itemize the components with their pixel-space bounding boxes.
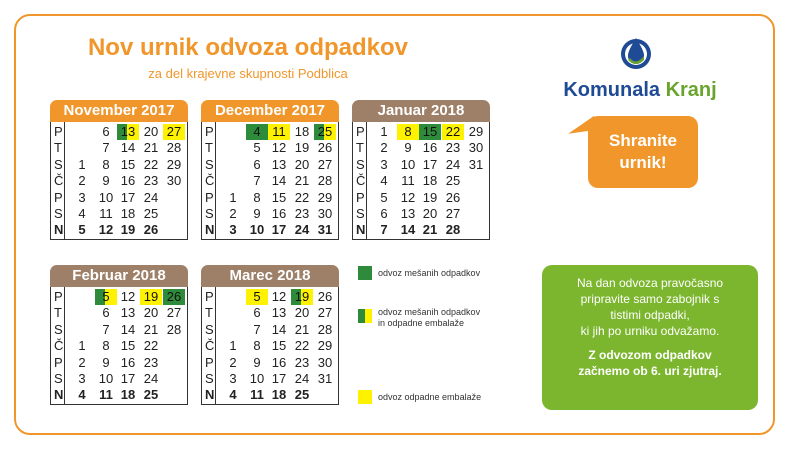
calendar-day: 13 [271, 156, 287, 172]
weekday-label: P [356, 124, 365, 139]
calendar-day: 22 [442, 124, 464, 140]
notice-bold-1: Z odvozom odpadkov [588, 348, 712, 362]
calendar-day: 15 [120, 156, 136, 172]
calendar-week-row [51, 190, 187, 206]
calendar-day: 16 [271, 354, 287, 370]
calendar-day: 27 [317, 156, 333, 172]
calendar-day: 3 [78, 189, 86, 205]
calendar-day: 6 [102, 305, 110, 321]
calendar-day: 22 [143, 338, 159, 354]
calendar-title: November 2017 [50, 100, 188, 122]
calendar-day: 29 [468, 124, 484, 139]
calendar-day: 21 [143, 321, 159, 337]
calendar-day: 4 [229, 387, 237, 403]
calendar-day: 26 [163, 289, 185, 305]
calendar-day: 6 [253, 156, 261, 172]
calendar-day: 22 [143, 156, 159, 172]
calendar-day: 9 [102, 354, 110, 370]
calendar-day: 18 [422, 173, 438, 189]
calendar-day: 24 [143, 371, 159, 386]
calendar-marec-2018 [201, 265, 339, 405]
calendar-day: 9 [253, 206, 261, 221]
weekday-label: T [205, 305, 213, 321]
calendar-title: Januar 2018 [352, 100, 490, 122]
calendar-day: 4 [380, 173, 388, 189]
calendar-december-2017 [201, 100, 339, 240]
weekday-label: N [205, 387, 215, 403]
calendar-day: 15 [271, 189, 287, 205]
weekday-label: S [54, 321, 63, 337]
legend-swatch-packaging [358, 390, 372, 404]
calendar-day: 13 [120, 305, 136, 321]
legend-label-mixed-packaging-2: in odpadne embalaže [378, 318, 465, 328]
calendar-grid [201, 287, 339, 405]
calendar-day: 8 [397, 124, 419, 140]
calendar-day: 7 [253, 173, 261, 189]
weekday-label: S [54, 156, 63, 172]
weekday-label: S [54, 371, 63, 386]
calendar-day: 19 [422, 189, 438, 205]
calendar-day: 17 [271, 371, 287, 386]
calendar-day: 20 [294, 156, 310, 172]
calendar-week-row [202, 338, 338, 354]
weekday-label: Č [356, 173, 366, 189]
calendar-day: 25 [445, 173, 461, 189]
calendar-day: 2 [380, 140, 388, 156]
calendar-week-row [353, 190, 489, 206]
calendar-day: 21 [143, 140, 159, 156]
calendar-day: 5 [253, 140, 261, 156]
calendar-day: 17 [271, 222, 287, 238]
calendar-day: 15 [419, 124, 441, 140]
weekday-label: P [205, 189, 214, 205]
calendar-week-row [353, 173, 489, 189]
calendar-day: 14 [120, 140, 136, 156]
calendar-day: 23 [294, 206, 310, 221]
calendar-day: 2 [229, 206, 237, 221]
calendar-week-row [51, 206, 187, 222]
calendar-week-row [202, 190, 338, 206]
weekday-label: N [54, 387, 64, 403]
calendar-day: 30 [317, 206, 333, 221]
calendar-day: 24 [294, 371, 310, 386]
weekday-label: Č [54, 338, 64, 354]
calendar-day: 27 [163, 124, 185, 140]
calendar-day: 8 [253, 189, 261, 205]
calendar-grid [50, 287, 188, 405]
weekday-label: Č [205, 173, 215, 189]
calendar-day: 3 [229, 222, 237, 238]
calendar-day: 16 [271, 206, 287, 221]
calendar-day: 17 [120, 189, 136, 205]
calendar-day: 14 [271, 321, 287, 337]
calendar-day: 29 [166, 156, 182, 172]
calendar-day: 4 [78, 206, 86, 221]
notice-line-4: ki jih po urniku odvažamo. [580, 324, 720, 338]
calendar-week-row [202, 157, 338, 173]
weekday-label: P [205, 354, 214, 370]
calendar-day: 25 [294, 387, 310, 403]
notice-line-1: Na dan odvoza pravočasno [576, 276, 724, 290]
calendar-day: 27 [317, 305, 333, 321]
calendar-day: 4 [78, 387, 86, 403]
calendar-day: 13 [400, 206, 416, 221]
weekday-label: P [356, 189, 365, 205]
weekday-label: P [205, 124, 214, 139]
calendar-day: 1 [78, 338, 86, 354]
legend-label-packaging: odvoz odpadne embalaže [378, 392, 482, 402]
calendar-day: 18 [120, 206, 136, 221]
calendar-day: 2 [78, 173, 86, 189]
calendar-grid [201, 122, 339, 240]
calendar-day: 21 [294, 173, 310, 189]
calendar-day: 9 [404, 140, 412, 156]
calendar-week-row [51, 173, 187, 189]
calendar-day: 18 [294, 124, 310, 139]
bubble-line-1: Shranite [608, 131, 678, 150]
calendar-day: 10 [400, 156, 416, 172]
calendar-day: 23 [143, 354, 159, 370]
calendar-day: 6 [253, 305, 261, 321]
calendar-title: Marec 2018 [201, 265, 339, 287]
page-title: Nov urnik odvoza odpadkov [87, 34, 409, 61]
calendar-day: 23 [143, 173, 159, 189]
calendar-week-row [202, 124, 338, 140]
calendar-week-row [51, 322, 187, 338]
calendar-day: 17 [120, 371, 136, 386]
calendar-day: 31 [468, 156, 484, 172]
calendar-day: 22 [294, 189, 310, 205]
notice-line-2: pripravite samo zabojnik s [580, 292, 720, 306]
weekday-label: S [205, 321, 214, 337]
calendar-day: 26 [445, 189, 461, 205]
calendar-day: 25 [314, 124, 336, 140]
save-schedule-bubble [588, 116, 698, 188]
calendar-day: 16 [120, 354, 136, 370]
calendar-grid [352, 122, 490, 240]
calendar-day: 2 [229, 354, 237, 370]
calendar-week-row [51, 289, 187, 305]
calendar-day: 1 [229, 189, 237, 205]
calendar-day: 13 [271, 305, 287, 321]
calendar-day: 3 [229, 371, 237, 386]
weekday-label: S [205, 206, 214, 221]
notice-box [542, 265, 758, 410]
calendar-day: 10 [98, 189, 114, 205]
weekday-label: P [54, 289, 63, 304]
water-drop-icon [616, 32, 656, 72]
calendar-day: 10 [249, 371, 265, 386]
calendar-day: 24 [445, 156, 461, 172]
calendar-day: 14 [271, 173, 287, 189]
notice-spacer [542, 339, 758, 347]
calendar-week-row [202, 289, 338, 305]
calendar-day: 25 [143, 387, 159, 403]
calendar-day: 8 [253, 338, 261, 354]
calendar-week-row [202, 140, 338, 156]
calendar-day: 16 [120, 173, 136, 189]
calendar-week-row [353, 157, 489, 173]
calendar-januar-2018 [352, 100, 490, 240]
weekday-label: P [54, 189, 63, 205]
calendar-day: 8 [102, 156, 110, 172]
legend-swatch-mixed-packaging [358, 309, 372, 323]
weekday-label: N [54, 222, 64, 238]
calendar-day: 10 [249, 222, 265, 238]
calendar-day: 1 [78, 156, 86, 172]
bubble-line-2: urnik! [619, 153, 667, 172]
weekday-label: N [205, 222, 215, 238]
calendar-day: 26 [317, 140, 333, 156]
calendar-day: 25 [143, 206, 159, 221]
calendar-day: 26 [317, 289, 333, 304]
weekday-label: S [205, 371, 214, 386]
notice-line-3: tistimi odpadki, [610, 308, 690, 322]
calendar-day: 11 [250, 387, 264, 403]
calendar-day: 26 [143, 222, 159, 238]
calendar-day: 14 [400, 222, 416, 238]
calendar-week-row [353, 206, 489, 222]
calendar-day: 7 [102, 321, 110, 337]
calendar-week-row [202, 206, 338, 222]
calendar-week-row [51, 140, 187, 156]
calendar-day: 27 [166, 305, 182, 321]
calendar-day: 22 [294, 338, 310, 354]
calendar-day: 30 [166, 173, 182, 189]
calendar-day: 18 [271, 387, 287, 403]
page-subtitle: za del krajevne skupnosti Podblica [148, 66, 348, 81]
calendar-day: 1 [380, 124, 388, 139]
logo-text [540, 78, 740, 102]
calendar-day: 11 [268, 124, 290, 140]
calendar-day: 15 [120, 338, 136, 354]
logo-name-a: Komunala [563, 79, 660, 101]
calendar-day: 6 [102, 124, 110, 139]
calendar-day: 14 [120, 321, 136, 337]
calendar-day: 28 [166, 140, 182, 156]
calendar-week-row [202, 371, 338, 387]
calendar-day: 19 [120, 222, 136, 238]
calendar-day: 30 [468, 140, 484, 156]
calendar-day: 5 [78, 222, 86, 238]
calendar-week-row [51, 222, 187, 238]
calendar-week-row [202, 173, 338, 189]
weekday-label: T [54, 305, 62, 321]
legend-swatch-mixed [358, 266, 372, 280]
calendar-day: 15 [271, 338, 287, 354]
calendar-day: 12 [271, 140, 287, 156]
calendar-day: 12 [271, 289, 287, 304]
calendar-day: 11 [401, 173, 415, 189]
calendar-day: 19 [291, 289, 313, 305]
calendar-day: 23 [445, 140, 461, 156]
calendar-week-row [353, 222, 489, 238]
calendar-day: 21 [422, 222, 438, 238]
calendar-day: 13 [117, 124, 139, 140]
calendar-day: 12 [120, 289, 136, 304]
calendar-day: 27 [445, 206, 461, 221]
calendar-day: 10 [98, 371, 114, 386]
calendar-day: 8 [102, 338, 110, 354]
calendar-day: 28 [317, 321, 333, 337]
calendar-day: 3 [78, 371, 86, 386]
calendar-day: 7 [380, 222, 388, 238]
calendar-day: 20 [294, 305, 310, 321]
calendar-day: 19 [140, 289, 162, 305]
calendar-day: 20 [143, 305, 159, 321]
calendar-week-row [51, 371, 187, 387]
weekday-label: P [205, 289, 214, 304]
calendar-week-row [353, 140, 489, 156]
calendar-day: 30 [317, 354, 333, 370]
calendar-day: 5 [95, 289, 117, 305]
calendar-day: 9 [253, 354, 261, 370]
calendar-day: 11 [99, 206, 113, 221]
calendar-day: 28 [166, 321, 182, 337]
calendar-day: 24 [294, 222, 310, 238]
calendar-day: 21 [294, 321, 310, 337]
calendar-week-row [202, 387, 338, 403]
weekday-label: S [205, 156, 214, 172]
calendar-day: 18 [120, 387, 136, 403]
weekday-label: T [356, 140, 364, 156]
calendar-day: 7 [102, 140, 110, 156]
calendar-title: December 2017 [201, 100, 339, 122]
calendar-day: 5 [246, 289, 268, 305]
calendar-day: 4 [246, 124, 268, 140]
calendar-day: 11 [99, 387, 113, 403]
logo-name-b: Kranj [665, 79, 717, 101]
calendar-grid [50, 122, 188, 240]
calendar-day: 6 [380, 206, 388, 221]
calendar-day: 31 [317, 371, 333, 386]
weekday-label: P [54, 124, 63, 139]
weekday-label: Č [205, 338, 215, 354]
calendar-week-row [202, 305, 338, 321]
calendar-day: 9 [102, 173, 110, 189]
legend-label-mixed-packaging-1: odvoz mešanih odpadkov [378, 307, 481, 317]
calendar-day: 20 [422, 206, 438, 221]
calendar-day: 28 [317, 173, 333, 189]
calendar-week-row [51, 338, 187, 354]
calendar-day: 16 [422, 140, 438, 156]
calendar-day: 24 [143, 189, 159, 205]
calendar-day: 20 [143, 124, 159, 139]
legend-label-mixed: odvoz mešanih odpadkov [378, 268, 481, 278]
calendar-title: Februar 2018 [50, 265, 188, 287]
calendar-day: 19 [294, 140, 310, 156]
calendar-day: 1 [229, 338, 237, 354]
weekday-label: P [54, 354, 63, 370]
calendar-day: 29 [317, 189, 333, 205]
notice-bold-2: začnemo ob 6. uri zjutraj. [578, 364, 722, 378]
calendar-day: 29 [317, 338, 333, 354]
calendar-week-row [51, 387, 187, 403]
calendar-week-row [51, 124, 187, 140]
weekday-label: Č [54, 173, 64, 189]
calendar-februar-2018 [50, 265, 188, 405]
calendar-day: 12 [400, 189, 416, 205]
calendar-day: 7 [253, 321, 261, 337]
calendar-day: 2 [78, 354, 86, 370]
calendar-week-row [202, 222, 338, 238]
calendar-week-row [51, 157, 187, 173]
calendar-day: 23 [294, 354, 310, 370]
calendar-day: 28 [445, 222, 461, 238]
calendar-week-row [51, 355, 187, 371]
calendar-week-row [353, 124, 489, 140]
calendar-day: 3 [380, 156, 388, 172]
calendar-day: 12 [98, 222, 114, 238]
calendar-week-row [51, 305, 187, 321]
weekday-label: T [54, 140, 62, 156]
calendar-day: 17 [422, 156, 438, 172]
calendar-day: 31 [317, 222, 333, 238]
weekday-label: N [356, 222, 366, 238]
calendar-day: 5 [380, 189, 388, 205]
weekday-label: S [356, 206, 365, 221]
calendar-november-2017 [50, 100, 188, 240]
calendar-week-row [202, 355, 338, 371]
calendar-week-row [202, 322, 338, 338]
weekday-label: S [54, 206, 63, 221]
weekday-label: S [356, 156, 365, 172]
weekday-label: T [205, 140, 213, 156]
